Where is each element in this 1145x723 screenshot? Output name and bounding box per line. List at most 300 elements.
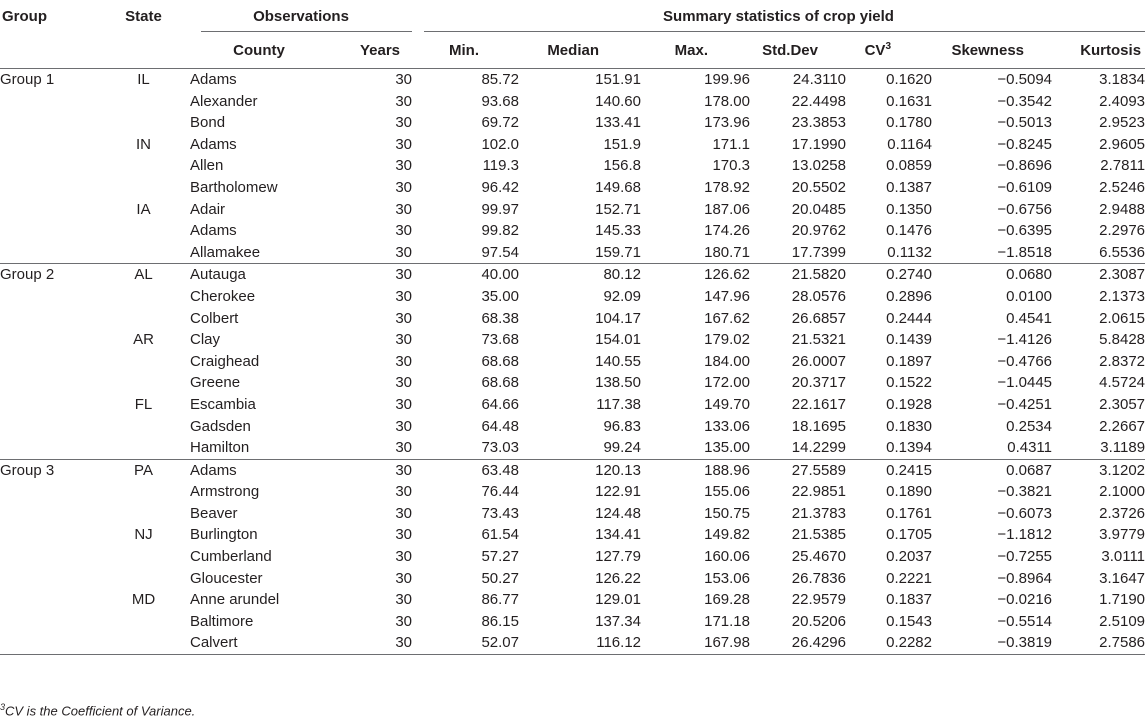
cell-skewness: −0.3819 <box>932 632 1052 654</box>
cell-county: Adair <box>190 200 226 218</box>
cell-county: Hamilton <box>190 437 328 459</box>
cell-std-dev: 21.3783 <box>791 504 846 522</box>
cell-years: 30 <box>395 504 412 522</box>
cell-min: 68.68 <box>481 352 519 370</box>
cell-cv: 0.2037 <box>886 548 932 566</box>
cell-std-dev: 14.2299 <box>750 437 846 459</box>
cell-skewness: −0.6756 <box>997 200 1052 218</box>
cell-years: 30 <box>395 200 412 218</box>
cell-years: 30 <box>395 92 412 110</box>
cell-kurtosis: 2.3057 <box>1099 395 1145 413</box>
cell-group <box>0 199 97 221</box>
cell-state <box>97 416 190 438</box>
cell-median: 104.17 <box>595 309 641 327</box>
cell-std-dev: 27.5589 <box>791 461 846 479</box>
cell-cv: 0.1350 <box>886 200 932 218</box>
cell-state: AR <box>133 331 154 349</box>
cell-skewness: 0.0100 <box>1006 287 1052 305</box>
cell-kurtosis: 2.5246 <box>1099 178 1145 196</box>
cell-std-dev: 20.5502 <box>791 178 846 196</box>
cell-state <box>97 351 190 373</box>
cell-max: 133.06 <box>704 417 750 435</box>
table-row <box>0 632 1145 654</box>
table-row <box>0 524 1145 546</box>
cell-cv: 0.1897 <box>886 352 932 370</box>
cell-min: 76.44 <box>481 483 519 501</box>
cell-std-dev: 20.0485 <box>791 200 846 218</box>
cell-skewness: −0.4251 <box>997 395 1052 413</box>
cell-state: MD <box>131 591 156 609</box>
cell-skewness: −0.3542 <box>997 92 1052 110</box>
cell-max: 135.00 <box>641 437 750 459</box>
cell-skewness: 0.2534 <box>1006 417 1052 435</box>
cell-skewness: −0.3821 <box>997 483 1052 501</box>
cell-median: 145.33 <box>595 222 641 240</box>
cell-state <box>97 481 190 503</box>
table-row <box>0 611 1145 633</box>
cell-cv: 0.1522 <box>886 374 932 392</box>
cell-cv: 0.2282 <box>846 632 932 654</box>
cell-median: 152.71 <box>595 200 641 218</box>
cell-max: 150.75 <box>704 504 750 522</box>
cell-county: Greene <box>190 374 241 392</box>
cell-state: AL <box>134 266 153 284</box>
cell-min: 119.3 <box>482 157 519 175</box>
cell-max: 179.02 <box>704 331 750 349</box>
cell-min: 64.48 <box>481 417 519 435</box>
cell-state <box>97 220 190 242</box>
cell-kurtosis: 2.9523 <box>1099 114 1145 132</box>
cell-state: IN <box>136 135 151 153</box>
cell-state: IA <box>136 200 151 218</box>
header-skewness: Skewness <box>932 33 1052 69</box>
cell-min: 99.97 <box>481 200 519 218</box>
cell-std-dev: 26.4296 <box>750 632 846 654</box>
cell-state <box>97 242 190 264</box>
cell-std-dev: 28.0576 <box>791 287 846 305</box>
cell-state <box>97 437 190 459</box>
cell-min: 64.66 <box>481 395 519 413</box>
cell-min: 86.77 <box>481 591 519 609</box>
cell-state <box>97 372 190 394</box>
cell-std-dev: 21.5321 <box>791 331 846 349</box>
cell-min: 73.43 <box>481 504 519 522</box>
cell-group: Group 1 <box>0 71 55 88</box>
cell-group <box>0 134 97 156</box>
cell-kurtosis: 6.5536 <box>1052 242 1145 264</box>
header-cv <box>846 33 932 69</box>
table-row <box>0 155 1145 177</box>
cell-county: Adams <box>190 222 237 240</box>
cell-kurtosis: 1.7190 <box>1099 591 1145 609</box>
cell-min: 73.03 <box>412 437 519 459</box>
cell-std-dev: 26.0007 <box>791 352 846 370</box>
cell-cv: 0.1705 <box>886 526 932 544</box>
cell-kurtosis: 2.0615 <box>1099 309 1145 327</box>
cell-county: Escambia <box>190 395 256 413</box>
table-row <box>0 568 1145 590</box>
cell-median: 154.01 <box>595 331 641 349</box>
cell-max: 149.82 <box>704 526 750 544</box>
cell-kurtosis: 3.1647 <box>1099 569 1145 587</box>
cell-skewness: −0.8696 <box>997 157 1052 175</box>
header-cv-label: CV <box>864 42 886 59</box>
cell-min: 73.68 <box>481 331 519 349</box>
cell-median: 126.22 <box>595 569 641 587</box>
cell-std-dev: 18.1695 <box>791 417 846 435</box>
cell-skewness: −0.5094 <box>997 71 1052 88</box>
cell-cv: 0.2740 <box>886 266 932 284</box>
cell-median: 124.48 <box>595 504 641 522</box>
cell-county: Adams <box>190 461 237 479</box>
cell-cv: 0.1830 <box>886 417 932 435</box>
cell-group <box>0 372 97 394</box>
cell-years: 30 <box>395 612 412 630</box>
cell-county: Colbert <box>190 309 239 327</box>
cell-county: Clay <box>190 331 221 349</box>
cell-county: Gadsden <box>190 417 251 435</box>
header-observations-label: Observations <box>253 8 349 25</box>
table-row <box>0 372 1145 394</box>
cell-cv: 0.1890 <box>886 483 932 501</box>
cell-state <box>97 568 190 590</box>
cell-years: 30 <box>395 461 412 479</box>
cell-years: 30 <box>395 135 412 153</box>
cell-skewness: −0.6109 <box>997 178 1052 196</box>
cell-median: 80.12 <box>603 266 641 284</box>
cell-cv: 0.1543 <box>886 612 932 630</box>
cell-max: 171.18 <box>704 612 750 630</box>
cell-county: Alexander <box>190 92 258 110</box>
cell-county: Anne arundel <box>190 591 280 609</box>
table-row <box>0 264 1145 286</box>
cell-kurtosis: 3.1834 <box>1099 71 1145 88</box>
cell-median: 133.41 <box>595 114 641 132</box>
cell-cv: 0.1928 <box>886 395 932 413</box>
cell-std-dev: 22.9579 <box>791 591 846 609</box>
cell-skewness: −1.0445 <box>997 374 1052 392</box>
cell-std-dev: 20.9762 <box>791 222 846 240</box>
cell-min: 86.15 <box>481 612 519 630</box>
cell-median: 138.50 <box>595 374 641 392</box>
cell-years: 30 <box>328 437 412 459</box>
cell-min: 57.27 <box>481 548 519 566</box>
cell-median: 151.91 <box>595 71 641 88</box>
cell-max: 199.96 <box>704 71 750 88</box>
cell-group: Group 3 <box>0 461 55 479</box>
header-median: Median <box>519 33 641 69</box>
cell-kurtosis: 2.7811 <box>1100 157 1145 175</box>
cell-group <box>0 91 97 113</box>
cell-std-dev: 22.4498 <box>791 92 846 110</box>
cell-state <box>97 546 190 568</box>
header-observations <box>190 0 412 33</box>
table-row <box>0 459 1145 481</box>
cell-skewness: −0.6395 <box>997 222 1052 240</box>
cell-years: 30 <box>395 591 412 609</box>
cell-state <box>97 155 190 177</box>
cell-cv: 0.1837 <box>886 591 932 609</box>
cell-std-dev: 26.6857 <box>791 309 846 327</box>
cell-years: 30 <box>395 548 412 566</box>
cell-std-dev: 26.7836 <box>791 569 846 587</box>
cell-max: 172.00 <box>704 374 750 392</box>
cell-std-dev: 17.1990 <box>791 135 846 153</box>
cell-std-dev: 23.3853 <box>791 114 846 132</box>
cell-median: 96.83 <box>603 417 641 435</box>
cell-county: Baltimore <box>190 612 254 630</box>
table-row <box>0 503 1145 525</box>
cell-skewness: 0.0680 <box>1006 266 1052 284</box>
cell-max: 178.00 <box>704 92 750 110</box>
cell-kurtosis: 3.1202 <box>1099 461 1145 479</box>
table-row <box>0 177 1145 199</box>
cell-group <box>0 524 97 546</box>
table-row <box>0 416 1145 438</box>
table-row <box>0 546 1145 568</box>
cell-kurtosis: 2.5109 <box>1099 612 1145 630</box>
header-cv-superscript: 3 <box>885 41 891 52</box>
cell-std-dev: 20.3717 <box>791 374 846 392</box>
cell-min: 50.27 <box>481 569 519 587</box>
cell-skewness: 0.4311 <box>932 437 1052 459</box>
cell-skewness: 0.4541 <box>1006 309 1052 327</box>
cell-years: 30 <box>395 352 412 370</box>
cell-min: 96.42 <box>481 178 519 196</box>
footnote-marker: 3 <box>0 702 6 712</box>
observations-rule <box>201 31 412 32</box>
cell-max: 171.1 <box>712 135 750 153</box>
cell-min: 68.38 <box>481 309 519 327</box>
cell-median: 134.41 <box>595 526 641 544</box>
cell-min: 63.48 <box>481 461 519 479</box>
cell-kurtosis: 2.4093 <box>1099 92 1145 110</box>
table-row <box>0 589 1145 611</box>
cell-std-dev: 21.5820 <box>791 266 846 284</box>
cell-median: 116.12 <box>519 632 641 654</box>
cell-std-dev: 22.1617 <box>791 395 846 413</box>
cell-median: 117.38 <box>596 395 641 413</box>
cell-skewness: 0.0687 <box>1006 461 1052 479</box>
cell-skewness: −0.8964 <box>997 569 1052 587</box>
cell-cv: 0.1439 <box>886 331 932 349</box>
header-summary-label: Summary statistics of crop yield <box>663 8 894 25</box>
cell-skewness: −1.8518 <box>932 242 1052 264</box>
cell-county: Beaver <box>190 504 238 522</box>
cell-median: 120.13 <box>595 461 641 479</box>
cell-years: 30 <box>395 526 412 544</box>
table-row <box>0 394 1145 416</box>
cell-max: 187.06 <box>704 200 750 218</box>
table-header <box>0 0 1145 69</box>
cell-median: 151.9 <box>603 135 641 153</box>
header-min: Min. <box>412 33 519 69</box>
cell-cv: 0.1387 <box>886 178 932 196</box>
table-row <box>0 286 1145 308</box>
cell-min: 69.72 <box>481 114 519 132</box>
cell-state: NJ <box>134 526 153 544</box>
cell-state <box>97 611 190 633</box>
cell-county: Burlington <box>190 526 258 544</box>
cell-years: 30 <box>395 331 412 349</box>
cell-min: 40.00 <box>481 266 519 284</box>
cell-max: 147.96 <box>704 287 750 305</box>
cell-min: 61.54 <box>481 526 519 544</box>
cell-group <box>0 589 97 611</box>
cell-median: 127.79 <box>595 548 641 566</box>
cell-cv: 0.1780 <box>886 114 932 132</box>
header-kurtosis: Kurtosis <box>1052 33 1145 69</box>
cell-min: 99.82 <box>481 222 519 240</box>
cell-kurtosis: 3.0111 <box>1101 548 1145 566</box>
cell-years: 30 <box>395 309 412 327</box>
summary-rule <box>424 31 1145 32</box>
cell-group <box>0 416 97 438</box>
cell-max: 170.3 <box>712 157 750 175</box>
cell-median: 137.34 <box>595 612 641 630</box>
cell-skewness: −1.4126 <box>997 331 1052 349</box>
cell-max: 155.06 <box>704 483 750 501</box>
cell-max: 184.00 <box>704 352 750 370</box>
cell-years: 30 <box>395 178 412 196</box>
cell-county: Gloucester <box>190 569 263 587</box>
cell-group <box>0 437 97 459</box>
cell-years: 30 <box>395 157 412 175</box>
header-county: County <box>190 33 328 69</box>
cell-group <box>0 308 97 330</box>
cell-years: 30 <box>328 242 412 264</box>
cell-skewness: −0.7255 <box>997 548 1052 566</box>
cell-cv: 0.0859 <box>886 157 932 175</box>
cell-kurtosis: 2.8372 <box>1099 352 1145 370</box>
header-max: Max. <box>641 33 750 69</box>
cell-years: 30 <box>395 114 412 132</box>
table-row <box>0 329 1145 351</box>
cell-min: 68.68 <box>481 374 519 392</box>
cell-state <box>97 503 190 525</box>
cell-group <box>0 351 97 373</box>
cell-county: Armstrong <box>190 483 260 501</box>
cell-cv: 0.1761 <box>886 504 932 522</box>
cell-state <box>97 91 190 113</box>
cell-group <box>0 503 97 525</box>
cell-county: Allamakee <box>190 242 328 264</box>
cell-median: 156.8 <box>603 157 641 175</box>
cell-max: 174.26 <box>704 222 750 240</box>
cell-std-dev: 24.3110 <box>792 71 846 88</box>
cell-kurtosis: 3.9779 <box>1099 526 1145 544</box>
cell-median: 140.55 <box>595 352 641 370</box>
cell-state <box>97 308 190 330</box>
cell-kurtosis: 2.7586 <box>1052 632 1145 654</box>
cell-cv: 0.2415 <box>886 461 932 479</box>
cell-min: 97.54 <box>412 242 519 264</box>
cell-group: Group 2 <box>0 266 55 284</box>
table-row <box>0 308 1145 330</box>
cell-max: 178.92 <box>704 178 750 196</box>
cell-median: 129.01 <box>595 591 641 609</box>
cell-skewness: −0.0216 <box>997 591 1052 609</box>
cell-county: Autauga <box>190 266 246 284</box>
table-row <box>0 134 1145 156</box>
cell-county: Adams <box>190 135 237 153</box>
table-row <box>0 481 1145 503</box>
footnote <box>0 702 195 718</box>
cell-group <box>0 632 97 654</box>
cell-cv: 0.1164 <box>887 135 932 153</box>
cell-min: 35.00 <box>481 287 519 305</box>
cell-median: 99.24 <box>519 437 641 459</box>
cell-cv: 0.2896 <box>886 287 932 305</box>
header-state: State <box>97 0 190 69</box>
cell-group <box>0 220 97 242</box>
cell-county: Cumberland <box>190 548 272 566</box>
table-row <box>0 220 1145 242</box>
cell-years: 30 <box>395 222 412 240</box>
cell-max: 149.70 <box>704 395 750 413</box>
cell-cv: 0.1620 <box>886 71 932 88</box>
cell-min: 85.72 <box>481 71 519 88</box>
header-summary <box>412 0 1145 33</box>
cell-skewness: −0.8245 <box>997 135 1052 153</box>
footnote-text: CV is the Coefficient of Variance. <box>5 703 196 719</box>
cell-years: 30 <box>395 395 412 413</box>
cell-county: Bartholomew <box>190 178 278 196</box>
table-row <box>0 351 1145 373</box>
cell-state <box>97 177 190 199</box>
cell-years: 30 <box>395 569 412 587</box>
cell-cv: 0.1476 <box>886 222 932 240</box>
cell-state: IL <box>137 71 150 88</box>
cell-kurtosis: 4.5724 <box>1099 374 1145 392</box>
table-body <box>0 69 1145 655</box>
cell-std-dev: 21.5385 <box>791 526 846 544</box>
cell-group <box>0 286 97 308</box>
cell-group <box>0 155 97 177</box>
cell-max: 126.62 <box>704 266 750 284</box>
cell-median: 92.09 <box>603 287 641 305</box>
cell-std-dev: 17.7399 <box>750 242 846 264</box>
cell-cv: 0.1631 <box>886 92 932 110</box>
cell-kurtosis: 2.9488 <box>1099 200 1145 218</box>
cell-kurtosis: 3.1189 <box>1052 437 1145 459</box>
table-row <box>0 112 1145 134</box>
table-row <box>0 91 1145 113</box>
cell-median: 122.91 <box>595 483 641 501</box>
cell-skewness: −1.1812 <box>997 526 1052 544</box>
cell-max: 180.71 <box>641 242 750 264</box>
cell-kurtosis: 2.2976 <box>1099 222 1145 240</box>
cell-max: 167.62 <box>704 309 750 327</box>
cell-median: 149.68 <box>595 178 641 196</box>
cell-group <box>0 546 97 568</box>
cell-median: 140.60 <box>595 92 641 110</box>
cell-std-dev: 25.4670 <box>791 548 846 566</box>
cell-group <box>0 568 97 590</box>
cell-group <box>0 481 97 503</box>
cell-kurtosis: 2.3726 <box>1099 504 1145 522</box>
cell-skewness: −0.5514 <box>997 612 1052 630</box>
cell-county: Adams <box>190 71 237 88</box>
cell-state <box>97 286 190 308</box>
cell-kurtosis: 2.2667 <box>1099 417 1145 435</box>
cell-group <box>0 177 97 199</box>
table-row <box>0 199 1145 221</box>
cell-min: 52.07 <box>412 632 519 654</box>
cell-skewness: −0.4766 <box>997 352 1052 370</box>
cell-state <box>97 632 190 654</box>
cell-county: Allen <box>190 157 224 175</box>
